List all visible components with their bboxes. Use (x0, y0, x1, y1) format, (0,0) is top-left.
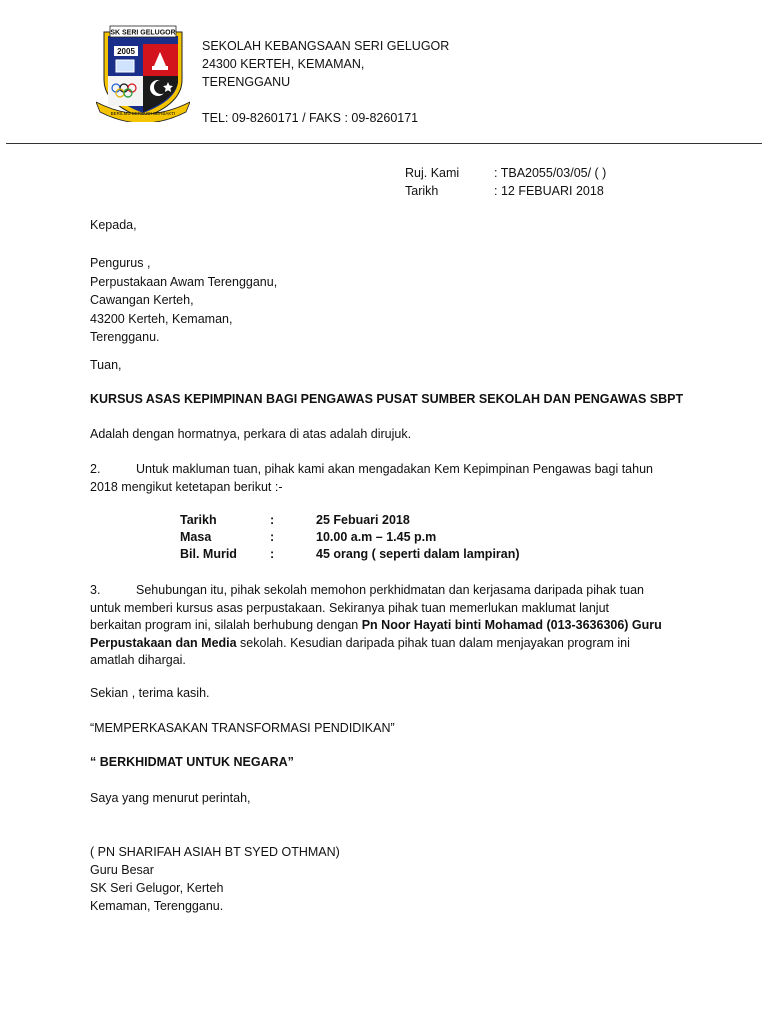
signature-block (90, 843, 340, 915)
signature-name: ( PN SHARIFAH ASIAH BT SYED OTHMAN) (90, 845, 340, 859)
detail-label-masa: Masa (180, 530, 212, 544)
paragraph-3-text-a: Sehubungan itu, pihak sekolah memohon perkhidmatan dan kerjasama daripada pihak tuan untuk memberi kursus asas perpustakaan. Sekiranya pihak tuan memerlukan maklumat lanjut berkaitan program ini, silalah berhubung dengan (90, 583, 644, 632)
paragraph-3-contact-person: Pn Noor Hayati binti Mohamad (013-3636306) Guru Perpustakaan dan Media (90, 618, 662, 650)
paragraph-2-number: 2. (90, 462, 101, 476)
signature-school: SK Seri Gelugor, Kerteh (90, 881, 224, 895)
paragraph-2 (90, 461, 660, 496)
reference-ruj-value: : TBA2055/03/05/ ( ) (494, 166, 607, 180)
motto-berkhidmat: “ BERKHIDMAT UNTUK NEGARA” (90, 755, 294, 769)
school-crest-logo (96, 22, 190, 122)
paragraph-3 (90, 582, 662, 670)
reference-tarikh-value: : 12 FEBUARI 2018 (494, 184, 604, 198)
detail-value-masa: 10.00 a.m – 1.45 p.m (316, 530, 437, 544)
recipient-address (90, 254, 277, 347)
detail-colon: : (270, 513, 275, 527)
recipient-line: Perpustakaan Awam Terengganu, (90, 274, 278, 289)
salutation: Tuan, (90, 358, 122, 372)
recipient-kepada: Kepada, (90, 218, 137, 232)
logo-year: 2005 (117, 47, 135, 56)
recipient-line: Cawangan Kerteh, (90, 293, 194, 307)
detail-colon: : (270, 547, 275, 561)
paragraph-3-text-b: sekolah. Kesudian daripada pihak tuan dalam menjayakan program ini amatlah dihargai. (90, 635, 630, 667)
logo-text: SK SERI GELUGOR (110, 29, 176, 37)
logo-motto: BERILMU BERBUDI BERBAKTI (110, 111, 176, 116)
detail-value-tarikh: 25 Febuari 2018 (316, 513, 410, 527)
detail-label-bil-murid: Bil. Murid (180, 547, 237, 561)
motto-transformasi: “MEMPERKASAKAN TRANSFORMASI PENDIDIKAN” (90, 721, 395, 735)
detail-value-bil-murid: 45 orang ( seperti dalam lampiran) (316, 547, 520, 561)
opening-line: Adalah dengan hormatnya, perkara di atas adalah dirujuk. (90, 427, 412, 441)
recipient-line: Pengurus , (90, 256, 151, 270)
signature-title: Guru Besar (90, 863, 154, 877)
school-header (202, 37, 449, 127)
signature-place: Kemaman, Terengganu. (90, 899, 224, 913)
detail-label-tarikh: Tarikh (180, 513, 217, 527)
subject-line: KURSUS ASAS KEPIMPINAN BAGI PENGAWAS PUSAT SUMBER SEKOLAH DAN PENGAWAS SBPT (90, 392, 684, 406)
school-address-line1: 24300 KERTEH, KEMAMAN, (202, 57, 365, 71)
detail-colon: : (270, 530, 275, 544)
header-divider (6, 143, 762, 144)
recipient-line: 43200 Kerteh, Kemaman, (90, 311, 233, 326)
school-address-line2: TERENGGANU (202, 75, 291, 89)
paragraph-2-text: Untuk makluman tuan, pihak kami akan mengadakan Kem Kepimpinan Pengawas bagi tahun 2018 mengikut ketetapan berikut :- (90, 462, 653, 494)
school-name: SEKOLAH KEBANGSAAN SERI GELUGOR (202, 39, 450, 53)
reference-ruj-label: Ruj. Kami (405, 166, 460, 180)
closing-line: Sekian , terima kasih. (90, 686, 210, 700)
reference-tarikh-label: Tarikh (405, 184, 439, 198)
recipient-line: Terengganu. (90, 330, 160, 344)
sign-intro: Saya yang menurut perintah, (90, 791, 251, 805)
paragraph-3-number: 3. (90, 583, 101, 597)
school-contact: TEL: 09-8260171 / FAKS : 09-8260171 (202, 111, 419, 125)
